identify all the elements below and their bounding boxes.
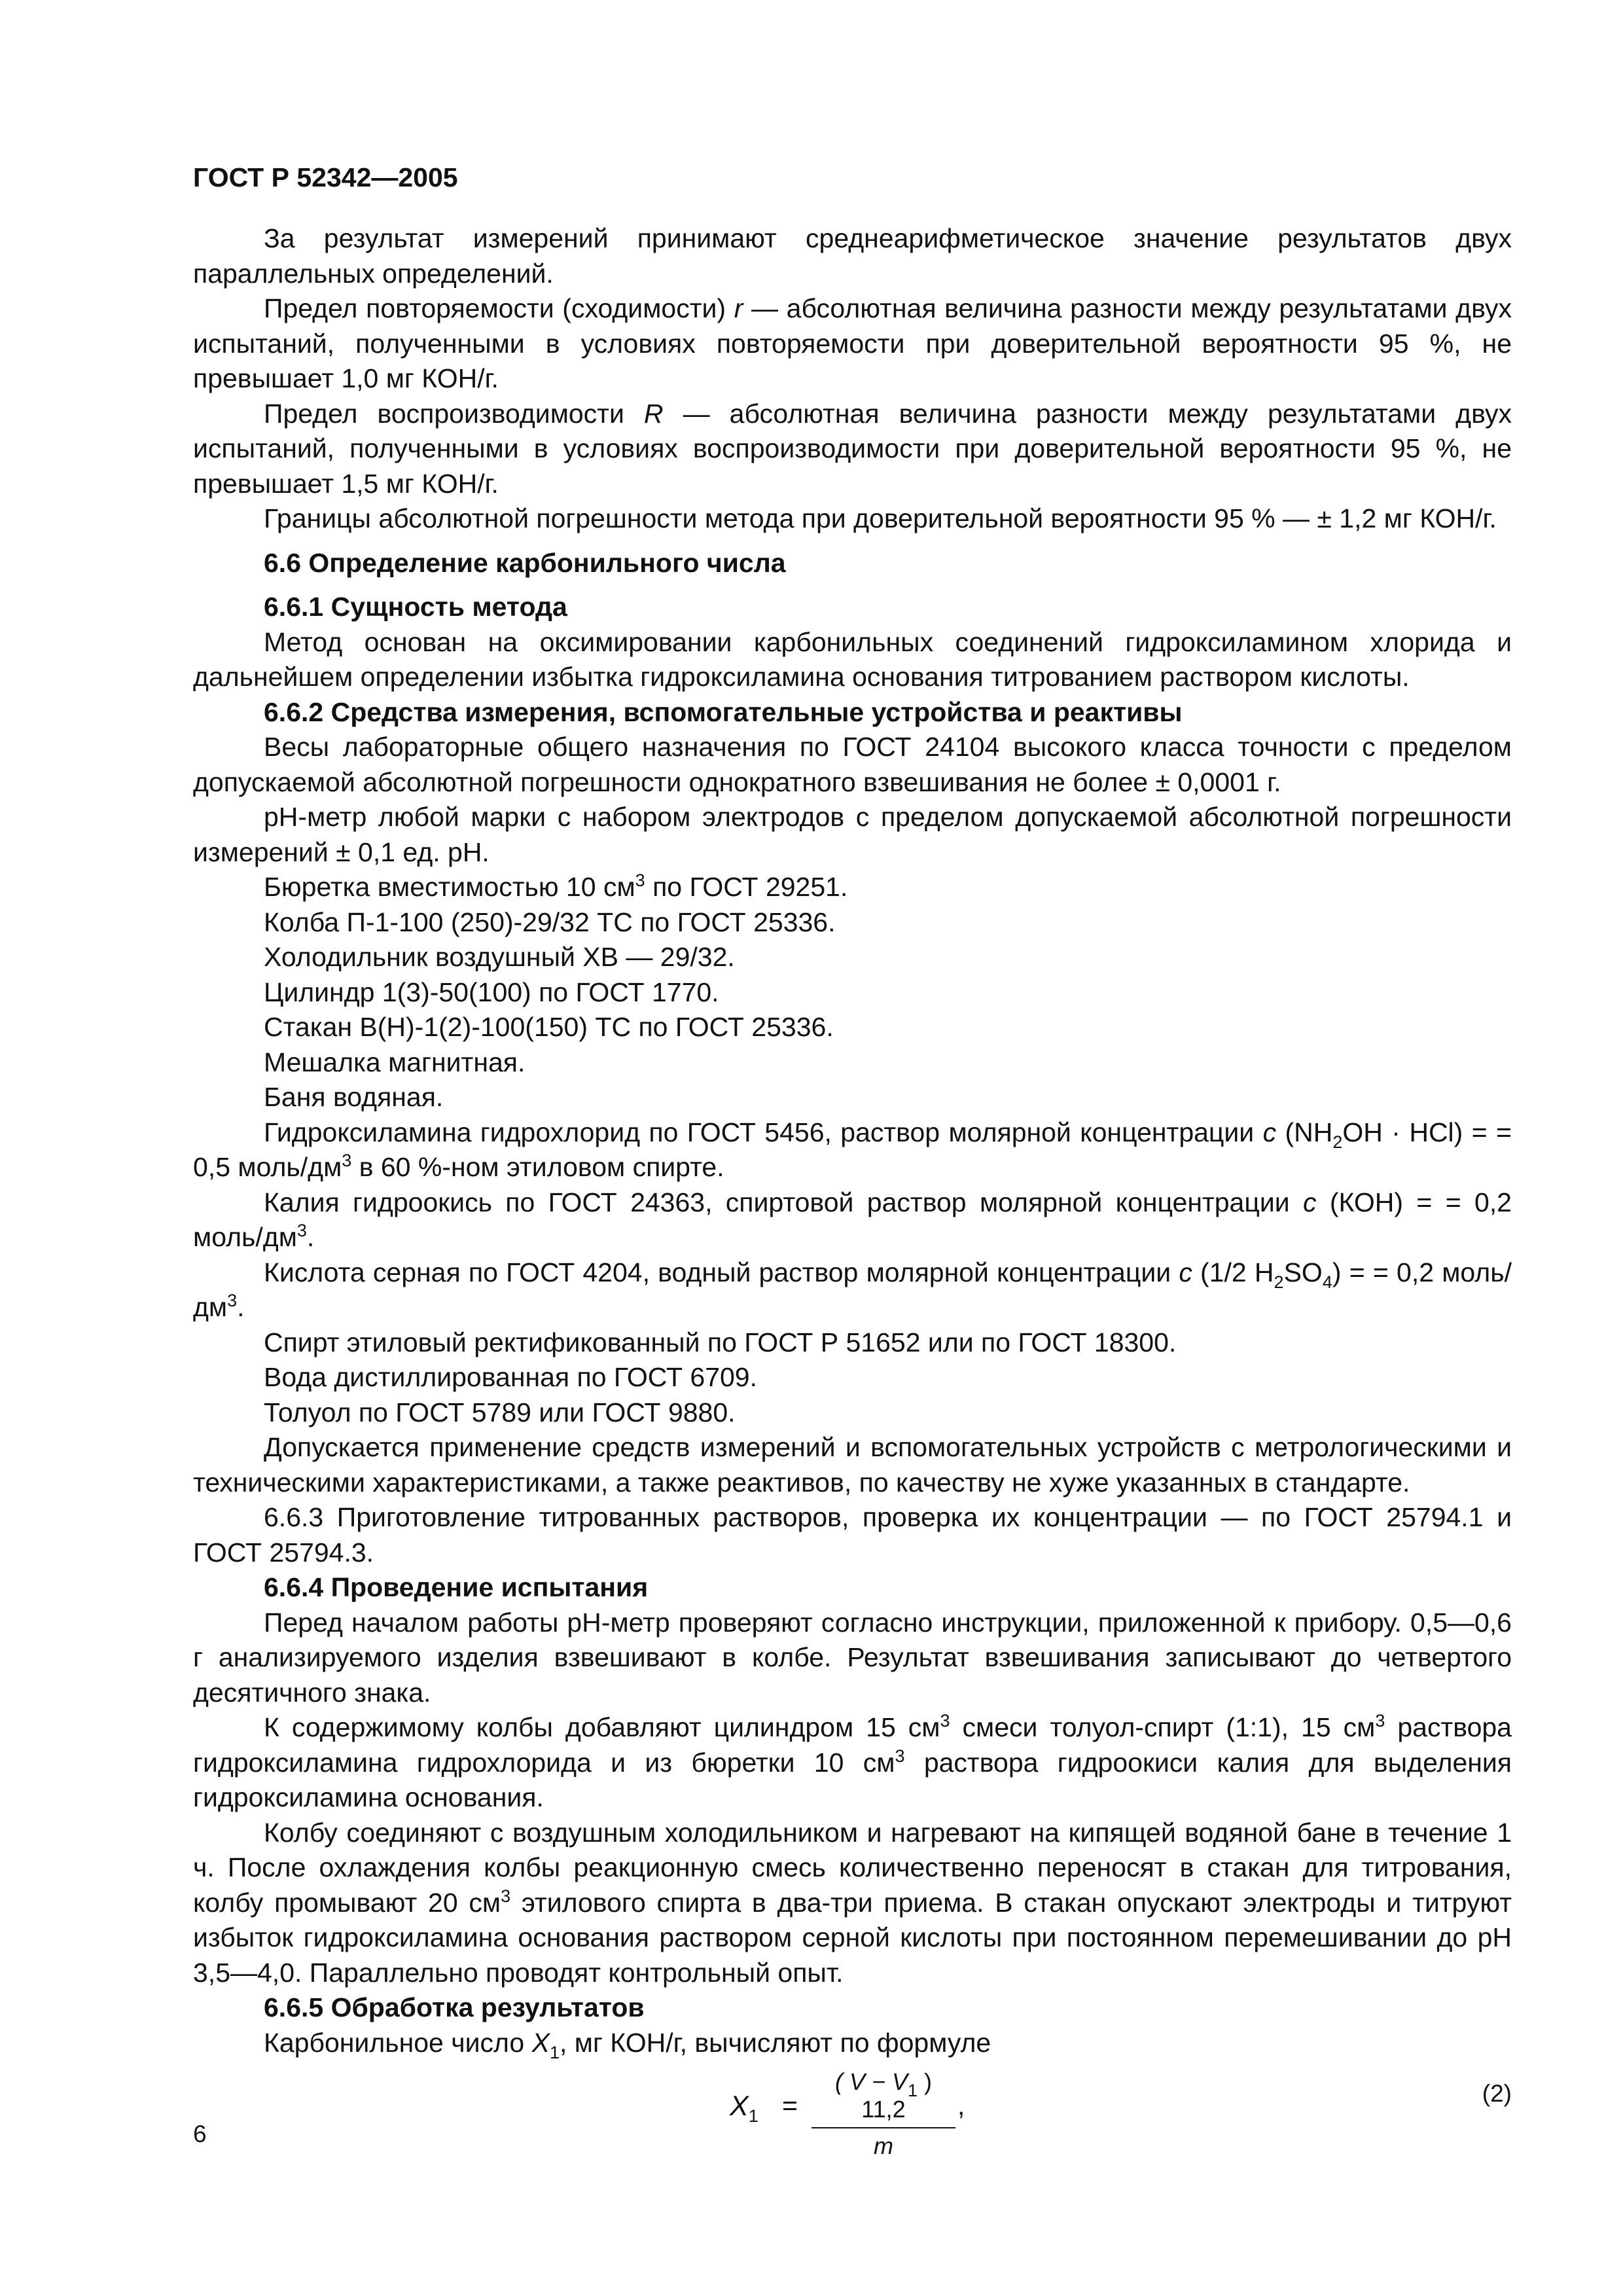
subsection-heading: 6.6.1 Сущность метода bbox=[264, 592, 567, 622]
paragraph: К содержимому колбы добавляют цилиндром 15 $см^3$ смеси толуол-спирт (1:1), 15 $см^3$ раствора гидроксиламина гидрохлорида и из бюретки 10 $см^3$ раствора гидроокиси калия для выделения гидроксиламина основания. bbox=[193, 1711, 1512, 1812]
list-item: Холодильник воздушный ХВ — 29/32. bbox=[264, 942, 735, 972]
paragraph: Перед началом работы рН-метр проверяют согласно инструкции, приложенной к прибору. 0,5—0,6 г анализируемого изделия взвешивают в колбе. Результат взвешивания записывают до четвертого десятичного знака. bbox=[193, 1607, 1512, 1708]
document-page bbox=[193, 161, 1512, 2162]
formula-comma: , bbox=[957, 2090, 965, 2121]
list-item: Спирт этиловый ректификованный по ГОСТ Р 51652 или по ГОСТ 18300. bbox=[264, 1327, 1177, 1357]
formula-fraction bbox=[812, 2068, 955, 2160]
formula-numerator: ( $V - V_1$ ) 11,2 bbox=[812, 2068, 955, 2128]
list-item: Гидроксиламина гидрохлорид по ГОСТ 5456, раствор молярной концентрации c $(NH_2OH \cdot HCl)$ = = 0,5 моль/$дм^3$ в 60 %-ном этиловом спирте. bbox=[193, 1117, 1512, 1182]
list-item: Бюретка вместимостью 10 $см^3$ по ГОСТ 29251. bbox=[264, 870, 848, 902]
subsection-heading: 6.6.2 Средства измерения, вспомогательные устройства и реактивы bbox=[264, 696, 1183, 727]
list-item: Баня водяная. bbox=[264, 1082, 444, 1112]
list-item: Калия гидроокись по ГОСТ 24363, спиртовой раствор молярной концентрации c (КОН) = = 0,2 моль/$дм^3$. bbox=[193, 1187, 1512, 1252]
formula-denominator: m bbox=[874, 2132, 893, 2159]
paragraph: Границы абсолютной погрешности метода при доверительной вероятности 95 % — ± 1,2 мг КОН/г. bbox=[264, 503, 1497, 533]
subsection-heading: 6.6.5 Обработка результатов bbox=[264, 1992, 645, 2022]
paragraph: За результат измерений принимают среднеарифметическое значение результатов двух параллельных определений. bbox=[193, 223, 1512, 289]
list-item: Вода дистиллированная по ГОСТ 6709. bbox=[264, 1362, 757, 1392]
list-item: Кислота серная по ГОСТ 4204, водный раствор молярной концентрации c (1/2 $H_2SO_4$) = = 0,2 моль/$дм^3$. bbox=[193, 1257, 1512, 1322]
page-number: 6 bbox=[193, 2121, 207, 2147]
paragraph: Колбу соединяют с воздушным холодильником и нагревают на кипящей водяной бане в течение 1 ч. После охлаждения колбы реакционную смесь количественно переносят в стакан для титрования, колбу промывают 20 $см^3$ этилового спирта в два-три приема. В стакан опускают электроды и титруют избыток гидроксиламина основания раствором серной кислоты при постоянном перемешивании до рН 3,5—4,0. Параллельно проводят контрольный опыт. bbox=[193, 1817, 1512, 1988]
formula-lhs: $X_1$ bbox=[730, 2090, 758, 2126]
list-item: Мешалка магнитная. bbox=[264, 1047, 526, 1077]
paragraph: рН-метр любой марки с набором электродов с пределом допускаемой абсолютной погрешности измерений ± 0,1 ед. рН. bbox=[193, 802, 1512, 867]
list-item: Стакан В(Н)-1(2)-100(150) ТС по ГОСТ 25336. bbox=[264, 1012, 834, 1042]
paragraph: Метод основан на оксимировании карбонильных соединений гидроксиламином хлорида и дальнейшем определении избытка гидроксиламина основания титрованием раствором кислоты. bbox=[193, 626, 1512, 692]
paragraph-reproducibility: Предел воспроизводимости R — абсолютная величина разности между результатами двух испытаний, полученными в условиях воспроизводимости при доверительной вероятности 95 %, не превышает 1,5 мг КОН/г. bbox=[193, 398, 1512, 499]
formula-equals: = bbox=[782, 2090, 798, 2121]
paragraph: Весы лабораторные общего назначения по ГОСТ 24104 высокого класса точности с пределом допускаемой абсолютной погрешности однократного взвешивания не более ± 0,0001 г. bbox=[193, 732, 1512, 797]
formula-number: (2) bbox=[1482, 2080, 1512, 2107]
standard-header: ГОСТ Р 52342—2005 bbox=[193, 162, 458, 192]
paragraph: Карбонильное число $X_1$, мг КОН/г, вычисляют по формуле bbox=[264, 2027, 991, 2062]
paragraph: 6.6.3 Приготовление титрованных растворов, проверка их концентрации — по ГОСТ 25794.1 и ГОСТ 25794.3. bbox=[193, 1502, 1512, 1568]
paragraph: Допускается применение средств измерений и вспомогательных устройств с метрологическими и техническими характеристиками, а также реактивов, по качеству не хуже указанных в стандарте. bbox=[193, 1432, 1512, 1498]
list-item: Толуол по ГОСТ 5789 или ГОСТ 9880. bbox=[264, 1397, 736, 1427]
list-item: Цилиндр 1(3)-50(100) по ГОСТ 1770. bbox=[264, 977, 719, 1007]
paragraph-repeatability: Предел повторяемости (сходимости) r — абсолютная величина разности между результатами двух испытаний, полученными в условиях повторяемости при доверительной вероятности 95 %, не превышает 1,0 мг КОН/г. bbox=[193, 293, 1512, 393]
formula-carbonyl-number bbox=[193, 2064, 1512, 2162]
list-item: Колба П-1-100 (250)-29/32 ТС по ГОСТ 25336. bbox=[264, 906, 836, 937]
subsection-heading: 6.6.4 Проведение испытания bbox=[264, 1572, 649, 1602]
section-heading: 6.6 Определение карбонильного числа bbox=[264, 547, 786, 578]
